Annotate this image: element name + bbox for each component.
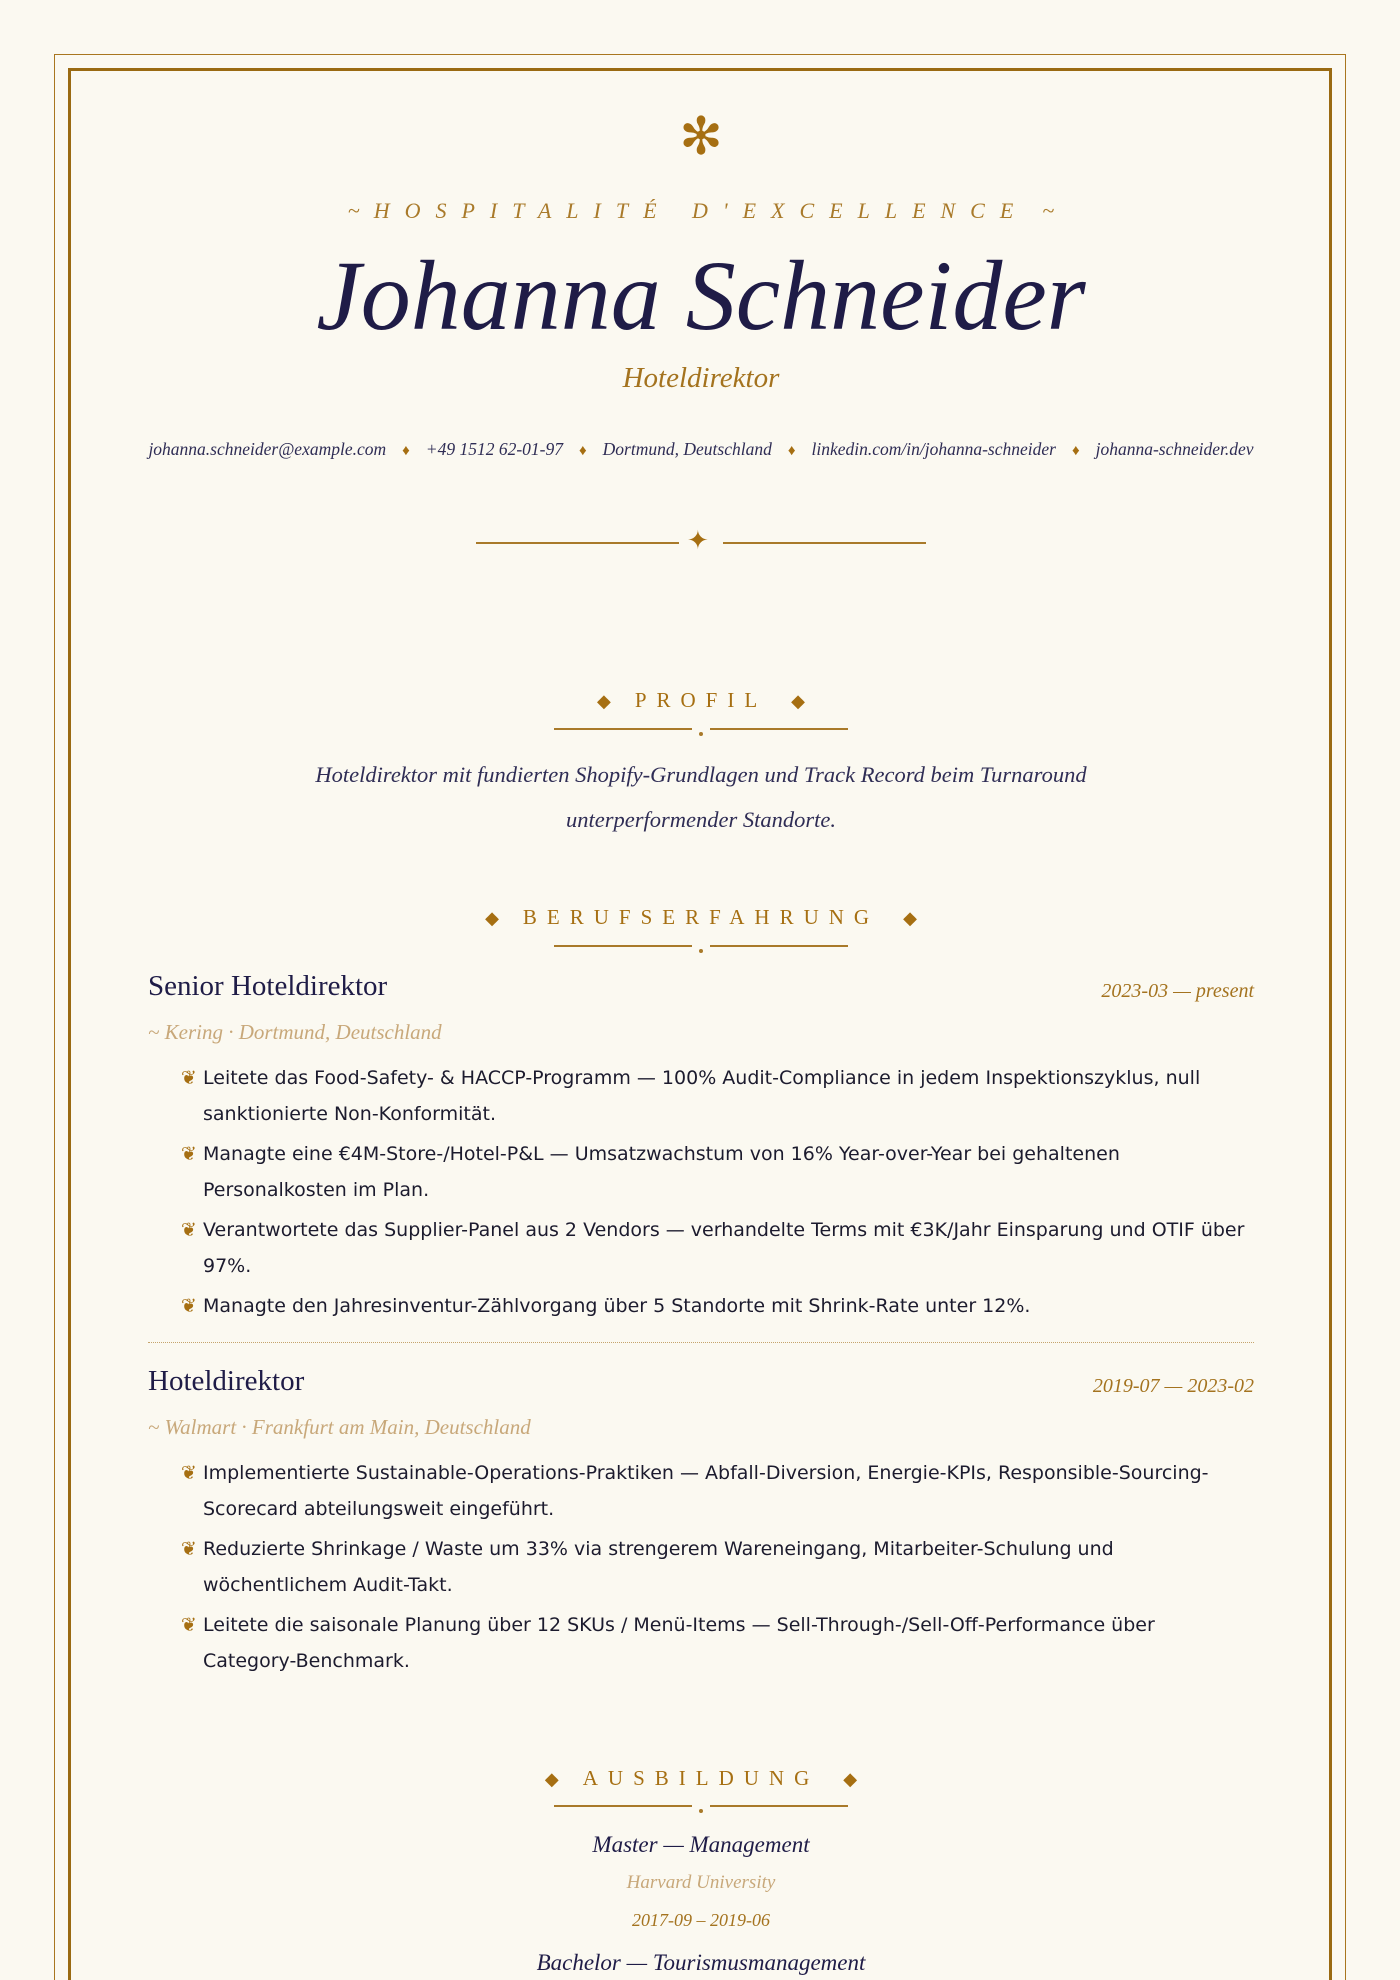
job-date: 2023-03 — present (1101, 980, 1254, 1002)
star-ornament-icon: ✦ (687, 526, 709, 555)
job-title: Hoteldirektor (148, 1365, 305, 1397)
diamond-icon: ◆ (843, 1769, 858, 1789)
education-date: 2017-09 – 2019-06 (632, 1910, 770, 1930)
profile-summary: Hoteldirektor mit fundierten Shopify-Grundlagen und Track Record beim Turnaround unterperformender Standorte. (315, 762, 1087, 832)
diamond-icon: ◆ (544, 1769, 559, 1789)
header-divider (476, 528, 926, 558)
contact-phone[interactable]: +49 1512 62-01-97 (425, 439, 564, 459)
section-title-profile: ◆ PROFIL ◆ (596, 688, 806, 712)
job-bullets (181, 1060, 1254, 1328)
list-item: ❦ Managte den Jahresinventur-Zählvorgang über 5 Standorte mit Shrink-Rate unter 12%. (181, 1288, 1254, 1324)
job-date: 2019-07 — 2023-02 (1092, 1375, 1254, 1397)
floral-bullet-icon: ❦ (181, 1462, 197, 1484)
diamond-separator-icon: ♦ (402, 443, 410, 459)
list-item: ❦ Managte eine €4M-Store-/Hotel-P&L — Umsatzwachstum von 16% Year-over-Year bei gehaltenen Personalkosten im Plan. (181, 1136, 1254, 1208)
section-divider (554, 1801, 848, 1813)
floral-bullet-icon: ❦ (181, 1143, 197, 1165)
diamond-icon: ◆ (485, 908, 499, 928)
floral-bullet-icon: ❦ (181, 1067, 197, 1089)
job-organization: ~ Walmart · Frankfurt am Main, Deutschland (148, 1415, 531, 1439)
job-title: Senior Hoteldirektor (148, 970, 388, 1002)
floral-bullet-icon: ❦ (181, 1538, 197, 1560)
list-item: ❦ Reduzierte Shrinkage / Waste um 33% via strengerem Wareneingang, Mitarbeiter-Schulung und wöchentlichem Audit-Takt. (181, 1531, 1254, 1603)
section-title-education: ◆ AUSBILDUNG ◆ (544, 1766, 858, 1790)
job-organization: ~ Kering · Dortmund, Deutschland (148, 1020, 442, 1044)
diamond-icon: ◆ (791, 691, 806, 711)
list-item: ❦ Leitete die saisonale Planung über 12 SKUs / Menü-Items — Sell-Through-/Sell-Off-Performance über Category-Benchmark. (181, 1607, 1254, 1679)
diamond-separator-icon: ♦ (787, 443, 796, 459)
job-divider (148, 1342, 1254, 1343)
tagline: ~ HOSPITALITÉ D'EXCELLENCE ~ (347, 198, 1055, 223)
floral-bullet-icon: ❦ (181, 1219, 197, 1241)
tagline-text: HOSPITALITÉ D'EXCELLENCE (373, 198, 1029, 223)
asterisk-ornament-icon: ✻ (679, 109, 723, 166)
floral-bullet-icon: ❦ (181, 1614, 197, 1636)
contact-linkedin[interactable]: linkedin.com/in/johanna-schneider (811, 439, 1056, 459)
resume-page (148, 0, 1254, 1980)
candidate-name: Johanna Schneider (316, 240, 1086, 351)
diamond-icon: ◆ (596, 691, 611, 711)
section-divider (554, 941, 848, 953)
job-bullets (181, 1455, 1254, 1683)
education-school: Harvard University (626, 1872, 776, 1893)
education-degree: Master — Management (592, 1832, 810, 1857)
list-item: ❦ Leitete das Food-Safety- & HACCP-Programm — 100% Audit-Compliance in jedem Inspektionszyklus, null sanktionierte Non-Konformität. (181, 1060, 1254, 1132)
education-degree: Bachelor — Tourismusmanagement (536, 1950, 866, 1975)
contact-website[interactable]: johanna-schneider.dev (1095, 439, 1254, 459)
list-item: ❦ Implementierte Sustainable-Operations-Praktiken — Abfall-Diversion, Energie-KPIs, Responsible-Sourcing-Scorecard abteilungsweit eingeführt. (181, 1455, 1254, 1527)
contact-location: Dortmund, Deutschland (602, 439, 772, 459)
contact-email[interactable]: johanna.schneider@example.com (148, 439, 387, 459)
diamond-separator-icon: ♦ (579, 443, 587, 459)
section-divider (554, 724, 848, 736)
candidate-role: Hoteldirektor (622, 362, 780, 394)
section-title-experience: ◆ BERUFSERFAHRUNG ◆ (485, 905, 917, 929)
list-item: ❦ Verantwortete das Supplier-Panel aus 2 Vendors — verhandelte Terms mit €3K/Jahr Einsparung und OTIF über 97%. (181, 1212, 1254, 1284)
floral-bullet-icon: ❦ (181, 1295, 197, 1317)
diamond-separator-icon: ♦ (1071, 443, 1080, 459)
contact-line (148, 432, 1254, 468)
diamond-icon: ◆ (903, 908, 917, 928)
